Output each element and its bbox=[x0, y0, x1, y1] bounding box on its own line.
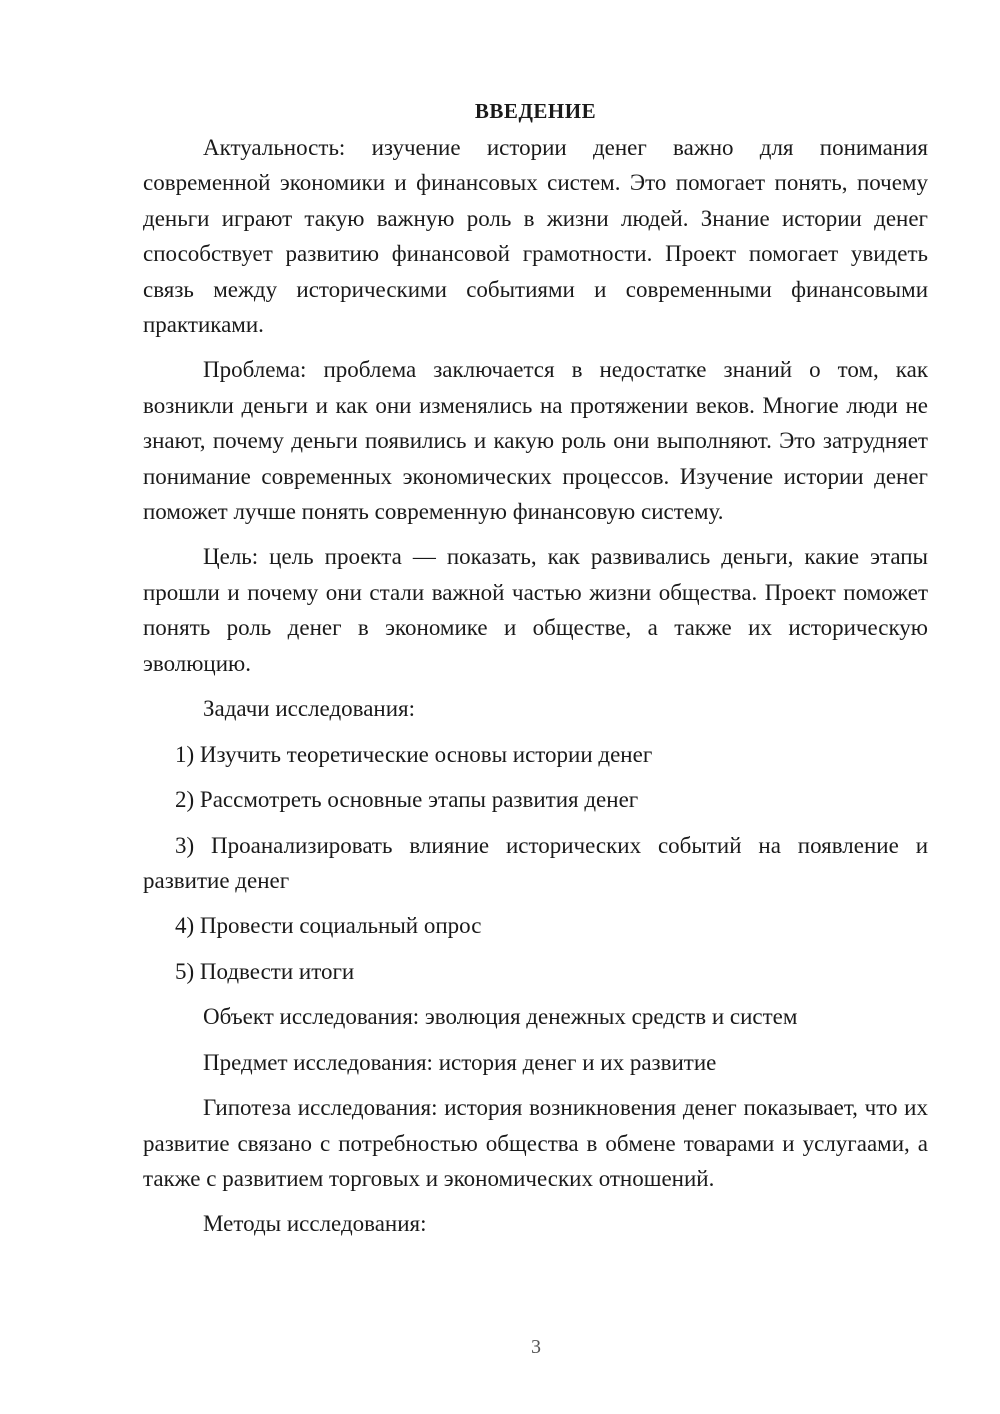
paragraph-subject: Предмет исследования: история денег и их развитие bbox=[203, 1049, 717, 1075]
paragraph-goal: Цель: цель проекта — показать, как развивались деньги, какие этапы прошли и почему они стали важной частью жизни общества. Проект поможет понять роль денег в экономике и обществе, а также их историческую эволюцию. bbox=[143, 544, 928, 676]
task-item: 3) Проанализировать влияние исторических событий на появление и развитие денег bbox=[143, 832, 928, 893]
page-number: 3 bbox=[531, 1336, 541, 1358]
task-item: 1) Изучить теоретические основы истории денег bbox=[175, 741, 653, 767]
task-item: 4) Провести социальный опрос bbox=[175, 913, 482, 939]
paragraph-problem: Проблема: проблема заключается в недостатке знаний о том, как возникли деньги и как они изменялись на протяжении веков. Многие люди не знают, почему деньги появились и какую роль они выполняют. Это затрудняет понимание современных экономических процессов. Изучение истории денег поможет лучше понять современную финансовую систему. bbox=[143, 357, 928, 525]
paragraph-object: Объект исследования: эволюция денежных средств и систем bbox=[203, 1004, 798, 1030]
tasks-heading: Задачи исследования: bbox=[203, 696, 416, 722]
page-title: ВВЕДЕНИЕ bbox=[474, 99, 597, 123]
paragraph-relevance: Актуальность: изучение истории денег важно для понимания современной экономики и финансовых систем. Это помогает понять, почему деньги играют такую важную роль в жизни людей. Знание истории денег способствует развитию финансовой грамотности. Проект помогает увидеть связь между историческими событиями и современными финансовыми практиками. bbox=[143, 135, 928, 338]
methods-heading: Методы исследования: bbox=[203, 1211, 427, 1237]
page-content bbox=[143, 96, 928, 1252]
task-item: 2) Рассмотреть основные этапы развития денег bbox=[175, 787, 639, 813]
task-item: 5) Подвести итоги bbox=[175, 958, 355, 984]
paragraph-hypothesis: Гипотеза исследования: история возникновения денег показывает, что их развитие связано с потребностью общества в обмене товарами и услугаами, а также с развитием торговых и экономических отношений. bbox=[143, 1095, 928, 1191]
